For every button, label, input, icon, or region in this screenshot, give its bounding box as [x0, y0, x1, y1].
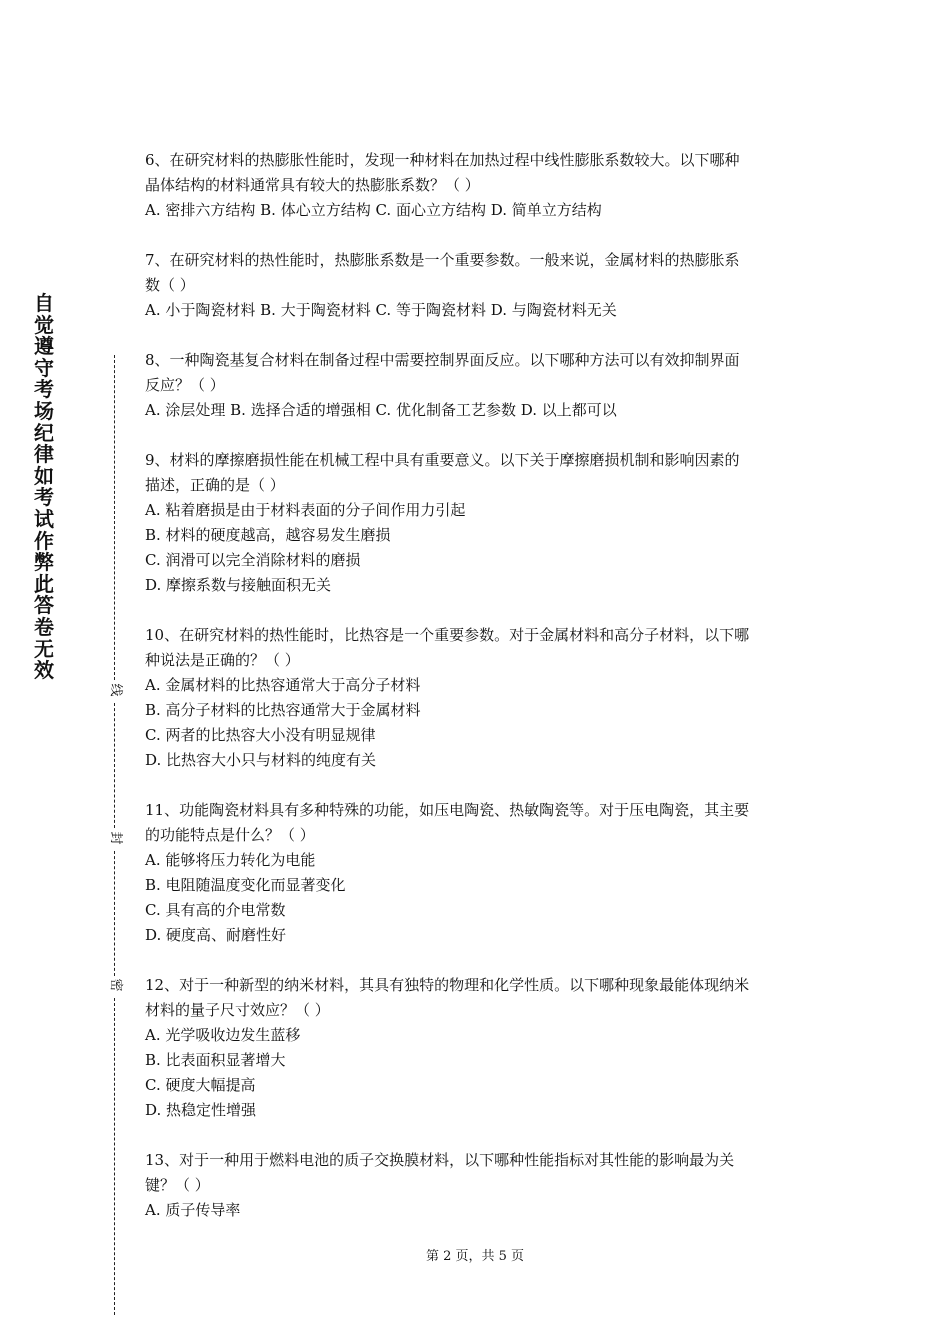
answer-option: C. 硬度大幅提高: [145, 1076, 256, 1094]
question-text: 晶体结构的材料通常具有较大的热膨胀系数？（ ）: [145, 176, 480, 194]
answer-option: A. 光学吸收边发生蓝移: [145, 1026, 301, 1044]
question-text: 7、在研究材料的热性能时，热膨胀系数是一个重要参数。一般来说，金属材料的热膨胀系: [145, 251, 740, 269]
answer-option: C. 具有高的介电常数: [145, 901, 286, 919]
answer-option: A. 金属材料的比热容通常大于高分子材料: [145, 676, 421, 694]
question-text: 种说法是正确的？（ ）: [145, 651, 300, 669]
answer-option: A. 粘着磨损是由于材料表面的分子间作用力引起: [145, 501, 466, 519]
binding-line: [114, 998, 115, 1315]
answer-option: A. 涂层处理 B. 选择合适的增强相 C. 优化制备工艺参数 D. 以上都可以: [145, 401, 617, 419]
answer-option: C. 两者的比热容大小没有明显规律: [145, 726, 376, 744]
page-number: 第 2 页，共 5 页: [425, 1249, 525, 1264]
question-item: [145, 1148, 815, 1223]
question-list: [145, 148, 815, 1248]
question-text: 13、对于一种用于燃料电池的质子交换膜材料，以下哪种性能指标对其性能的影响最为关: [145, 1151, 735, 1169]
question-item: [145, 248, 815, 323]
question-text: 11、功能陶瓷材料具有多种特殊的功能，如压电陶瓷、热敏陶瓷等。对于压电陶瓷，其主要: [145, 801, 750, 819]
seal-label-line: 线: [106, 681, 124, 699]
answer-option: D. 硬度高、耐磨性好: [145, 926, 287, 944]
seal-label-seal: 封: [106, 829, 124, 847]
exam-discipline-notice: 自觉遵守考场纪律如考试作弊此答卷无效: [34, 291, 54, 683]
answer-option: A. 质子传导率: [145, 1201, 241, 1219]
question-item: [145, 448, 815, 598]
question-item: [145, 148, 815, 223]
answer-option: D. 热稳定性增强: [145, 1101, 257, 1119]
question-item: [145, 973, 815, 1123]
binding-line: [114, 851, 115, 976]
answer-option: B. 电阻随温度变化而显著变化: [145, 876, 346, 894]
question-text: 反应？（ ）: [145, 376, 225, 394]
answer-option: D. 摩擦系数与接触面积无关: [145, 576, 332, 594]
question-text: 10、在研究材料的热性能时，比热容是一个重要参数。对于金属材料和高分子材料，以下哪: [145, 626, 750, 644]
answer-option: C. 润滑可以完全消除材料的磨损: [145, 551, 361, 569]
question-text: 描述，正确的是（ ）: [145, 476, 285, 494]
question-text: 数（ ）: [145, 276, 195, 294]
question-text: 9、材料的摩擦磨损性能在机械工程中具有重要意义。以下关于摩擦磨损机制和影响因素的: [145, 451, 740, 469]
answer-option: B. 比表面积显著增大: [145, 1051, 286, 1069]
binding-line: [114, 355, 115, 680]
seal-label-secret: 密: [106, 976, 124, 994]
answer-option: A. 小于陶瓷材料 B. 大于陶瓷材料 C. 等于陶瓷材料 D. 与陶瓷材料无关: [145, 301, 617, 319]
question-text: 材料的量子尺寸效应？（ ）: [145, 1001, 330, 1019]
question-item: [145, 348, 815, 423]
answer-option: A. 能够将压力转化为电能: [145, 851, 316, 869]
question-text: 8、一种陶瓷基复合材料在制备过程中需要控制界面反应。以下哪种方法可以有效抑制界面: [145, 351, 740, 369]
question-text: 6、在研究材料的热膨胀性能时，发现一种材料在加热过程中线性膨胀系数较大。以下哪种: [145, 151, 740, 169]
answer-option: B. 材料的硬度越高，越容易发生磨损: [145, 526, 391, 544]
binding-line: [114, 703, 115, 828]
question-item: [145, 623, 815, 773]
question-item: [145, 798, 815, 948]
answer-option: A. 密排六方结构 B. 体心立方结构 C. 面心立方结构 D. 简单立方结构: [145, 201, 602, 219]
answer-option: D. 比热容大小只与材料的纯度有关: [145, 751, 377, 769]
question-text: 的功能特点是什么？（ ）: [145, 826, 315, 844]
answer-option: B. 高分子材料的比热容通常大于金属材料: [145, 701, 421, 719]
question-text: 键？（ ）: [145, 1176, 210, 1194]
question-text: 12、对于一种新型的纳米材料，其具有独特的物理和化学性质。以下哪种现象最能体现纳米: [145, 976, 750, 994]
